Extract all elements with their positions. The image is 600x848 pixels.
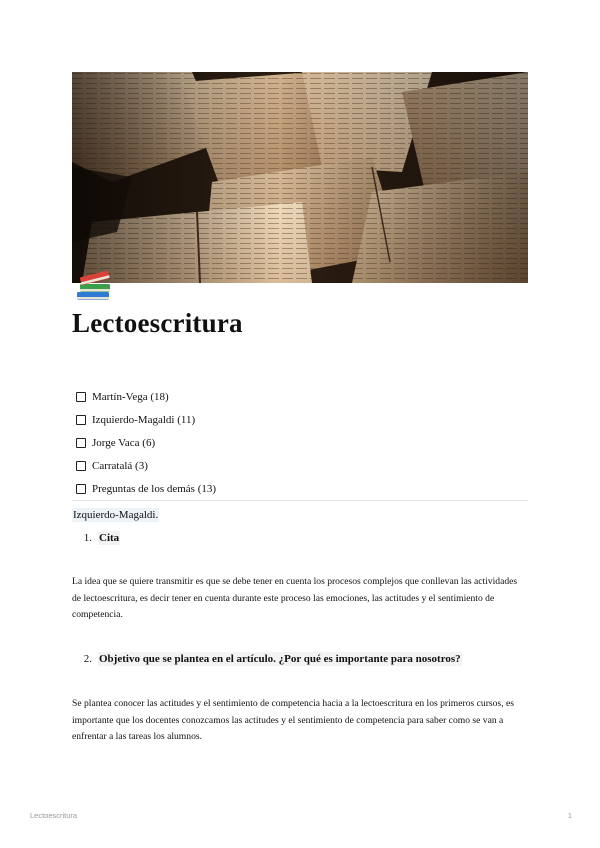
todo-label: Izquierdo-Magaldi (11) [92, 413, 196, 426]
question-number: 1. [83, 532, 92, 544]
answer-paragraph: Se plantea conocer las actitudes y el sentimiento de competencia hacia a la lectoescritura en los primeros cursos, es importante que los docentes conozcamos las actitudes y el sentimiento de competencia para saber como se van a enfrentar a las tareas los alumnos. [72, 698, 514, 742]
question-number: 2. [83, 653, 92, 665]
question-text: Objetivo que se plantea en el artículo. ¿Por qué es importante para nosotros? [99, 653, 461, 665]
open-books-photo [72, 72, 528, 283]
todo-list [72, 385, 216, 500]
checkbox[interactable] [76, 438, 86, 448]
page-number: 1 [567, 811, 572, 820]
checkbox[interactable] [76, 415, 86, 425]
answer-paragraph: La idea que se quiere transmitir es que se debe tener en cuenta los procesos complejos que conllevan las actividades de lectoescritura, es decir tener en cuenta durante este proceso las emociones, las actitudes y el sentimiento de competencia. [72, 576, 518, 620]
todo-label: Carratalá (3) [92, 459, 148, 472]
todo-item [72, 431, 216, 454]
question-item [72, 531, 120, 545]
checkbox[interactable] [76, 392, 86, 402]
todo-label: Martín-Vega (18) [92, 390, 169, 403]
todo-item [72, 408, 216, 431]
footer-title: Lectoescritura [30, 811, 78, 820]
todo-item [72, 454, 216, 477]
checkbox[interactable] [76, 461, 86, 471]
checkbox[interactable] [76, 484, 86, 494]
todo-item [72, 385, 216, 408]
books-emoji-icon [74, 265, 114, 305]
todo-label: Jorge Vaca (6) [92, 436, 156, 449]
question-item [72, 652, 462, 666]
cover-image [72, 72, 528, 283]
question-text: Cita [99, 532, 120, 544]
divider [72, 500, 528, 501]
todo-label: Preguntas de los demás (13) [92, 482, 217, 495]
section-heading: Izquierdo-Magaldi. [73, 509, 159, 521]
page-title: Lectoescritura [72, 308, 243, 338]
todo-item [72, 477, 216, 500]
